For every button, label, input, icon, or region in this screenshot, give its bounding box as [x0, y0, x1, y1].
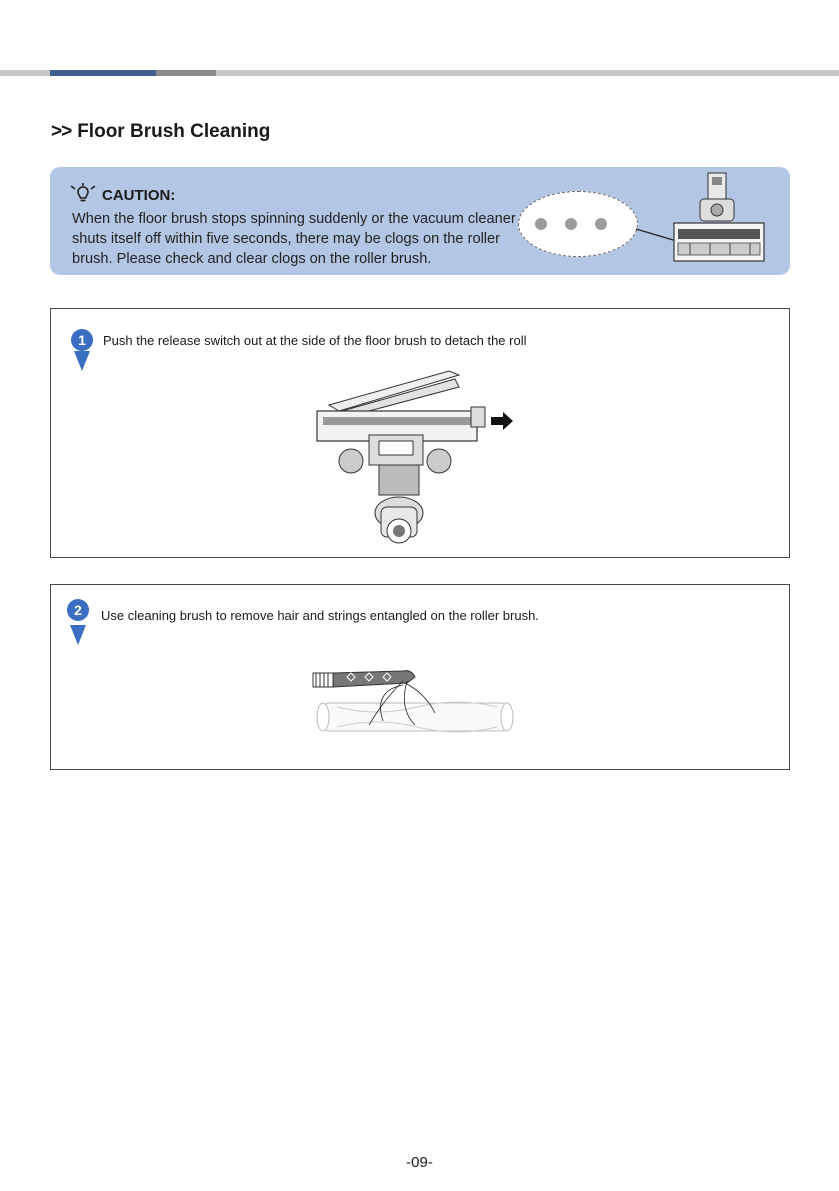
step-1-panel — [50, 308, 790, 558]
step-2-instruction: Use cleaning brush to remove hair and strings entangled on the roller brush. — [101, 608, 539, 623]
section-title-text: Floor Brush Cleaning — [77, 121, 271, 142]
section-title — [51, 121, 270, 143]
step-pointer-icon — [70, 625, 86, 645]
header-decorative-bar — [0, 70, 839, 76]
header-bar-blue-segment — [50, 70, 156, 76]
title-chevron-icon: >> — [51, 121, 72, 142]
floor-brush-release-illustration — [309, 363, 539, 549]
step-number-badge: 2 — [67, 599, 89, 621]
floor-brush-top-view-illustration — [670, 171, 770, 267]
caution-label: CAUTION: — [102, 187, 176, 204]
step-pointer-icon — [74, 351, 90, 371]
page-number: -09- — [406, 1154, 433, 1171]
roller-brush-cleaning-illustration — [307, 663, 527, 743]
step-1-instruction: Push the release switch out at the side of the floor brush to detach the roll — [103, 333, 527, 348]
step-number-badge: 1 — [71, 329, 93, 351]
caution-panel — [50, 167, 790, 275]
header-bar-gray-segment — [156, 70, 216, 76]
caution-text: When the floor brush stops spinning suddenly or the vacuum cleaner shuts itself off within five seconds, there may be clogs on the roller brush. Please check and clear clogs on the roller brush. — [72, 211, 516, 267]
step-2-panel — [50, 584, 790, 770]
